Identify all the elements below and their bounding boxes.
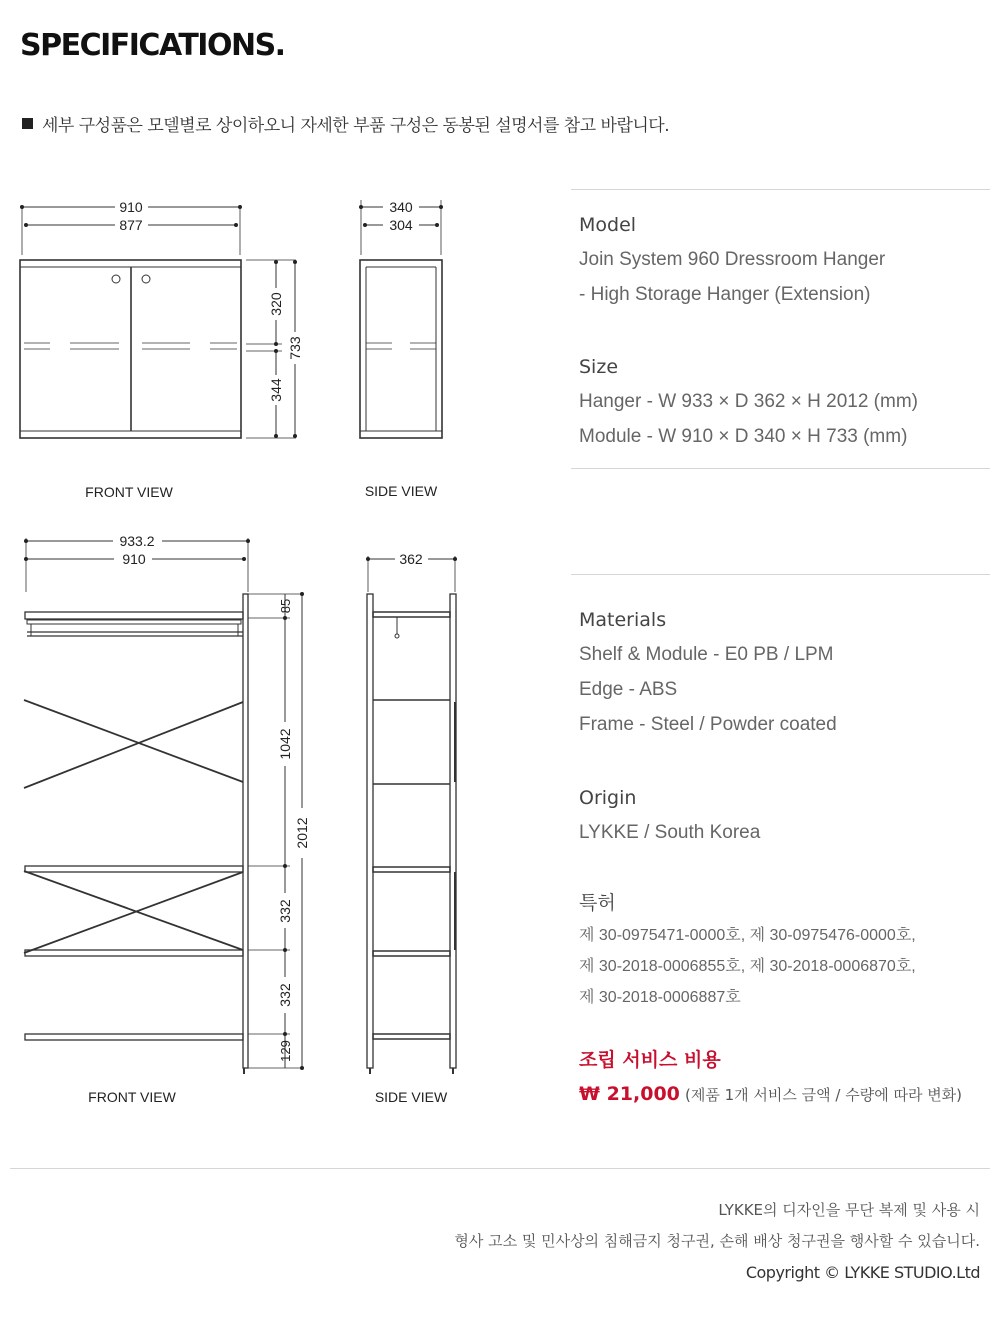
spec-assembly-note: (제품 1개 서비스 금액 / 수량에 따라 변화) [685, 1086, 963, 1104]
spec-model [579, 212, 994, 312]
spec-origin-line1: LYKKE / South Korea [579, 822, 761, 843]
module-side-label: SIDE VIEW [364, 483, 438, 499]
footer-copyright: Copyright © LYKKE STUDIO.Ltd [745, 1263, 980, 1282]
spec-patent-line3: 제 30-2018-0006887호 [579, 989, 741, 1006]
module-side-depth-outer: 340 [389, 199, 413, 215]
module-front-height-top: 320 [268, 292, 284, 316]
hanger-front-width-inner: 910 [122, 551, 146, 567]
spec-size-line1: Hanger - W 933 × D 362 × H 2012 (mm) [579, 391, 918, 412]
spec-model-line2: - High Storage Hanger (Extension) [579, 284, 871, 305]
module-front-width-outer: 910 [119, 199, 143, 215]
spec-materials-line3: Frame - Steel / Powder coated [579, 714, 837, 735]
spec-divider-1 [571, 189, 990, 190]
spec-materials [579, 607, 994, 742]
footer-divider [10, 1168, 990, 1169]
spec-divider-3 [571, 574, 990, 575]
hanger-front-dim-bottom: 129 [278, 1040, 293, 1062]
module-side-depth-inner: 304 [389, 217, 413, 233]
module-front-width-inner: 877 [119, 217, 143, 233]
footer-line1: LYKKE의 디자인을 무단 복제 및 사용 시 [718, 1201, 980, 1219]
hanger-front-dim-mid2: 332 [277, 983, 293, 1007]
spec-origin-heading: Origin [579, 787, 637, 809]
hanger-front-label: FRONT VIEW [88, 1089, 176, 1105]
hanger-front-width-outer: 933.2 [119, 533, 155, 549]
module-side-drawing [360, 200, 442, 438]
spec-patent-line1: 제 30-0975471-0000호, 제 30-0975476-0000호, [579, 927, 916, 944]
hanger-front-drawing [24, 538, 302, 1074]
hanger-front-dim-main: 1042 [277, 728, 293, 760]
spec-patent-line2: 제 30-2018-0006855호, 제 30-2018-0006870호, [579, 958, 916, 975]
spec-patent-heading: 특허 [579, 892, 616, 914]
footer [454, 1195, 980, 1288]
module-front-height-total: 733 [287, 336, 303, 360]
footer-line2: 형사 고소 및 민사상의 침해금지 청구권, 손해 배상 청구권을 행사할 수 있습니다. [454, 1232, 980, 1250]
spec-assembly-heading: 조립 서비스 비용 [579, 1049, 721, 1071]
spec-size-heading: Size [579, 356, 619, 378]
spec-assembly-price: ₩ 21,000 [579, 1083, 680, 1105]
spec-materials-line1: Shelf & Module - E0 PB / LPM [579, 644, 834, 665]
spec-model-line1: Join System 960 Dressroom Hanger [579, 249, 886, 270]
spec-model-heading: Model [579, 214, 637, 236]
hanger-front-height-total: 2012 [294, 817, 310, 849]
spec-assembly [579, 1045, 994, 1110]
hanger-front-dim-top: 85 [278, 598, 293, 614]
hanger-front-dim-mid1: 332 [277, 899, 293, 923]
spec-materials-heading: Materials [579, 609, 667, 631]
module-front-label: FRONT VIEW [85, 484, 173, 500]
notice-text: 세부 구성품은 모델별로 상이하오니 자세한 부품 구성은 동봉된 설명서를 참고 바랍니다. [42, 116, 670, 136]
module-front-height-bottom: 344 [268, 378, 284, 402]
hanger-side-depth: 362 [399, 551, 423, 567]
spec-materials-line2: Edge - ABS [579, 679, 678, 700]
spec-divider-2 [571, 468, 990, 469]
spec-origin [579, 785, 994, 850]
spec-patent [579, 890, 994, 1013]
spec-size [579, 354, 994, 454]
module-front-drawing [20, 205, 296, 438]
technical-drawings [0, 0, 560, 1130]
spec-size-line2: Module - W 910 × D 340 × H 733 (mm) [579, 426, 908, 447]
hanger-side-drawing [367, 556, 456, 1074]
page-title: SPECIFICATIONS. [20, 28, 285, 63]
hanger-side-label: SIDE VIEW [374, 1089, 448, 1105]
